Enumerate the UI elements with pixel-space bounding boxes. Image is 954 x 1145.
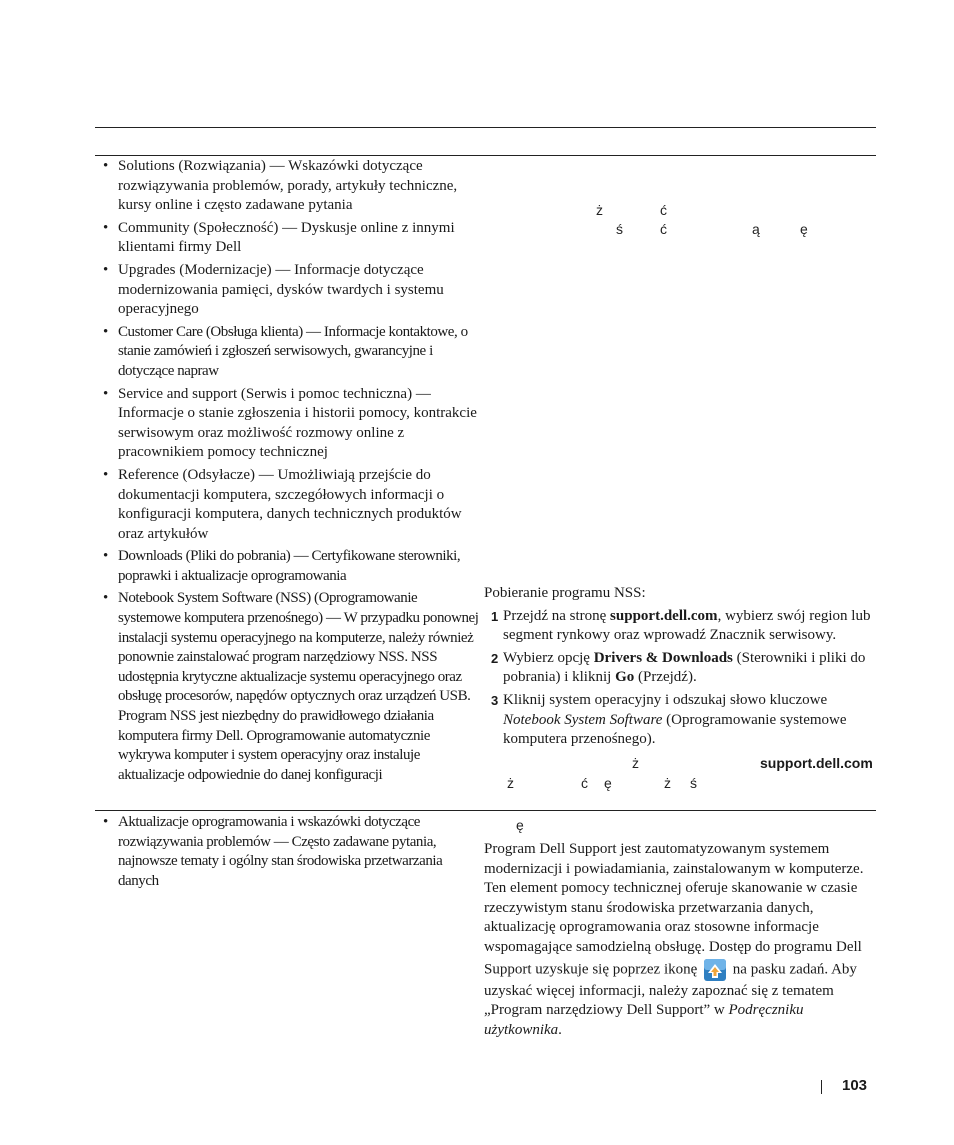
section2-bullet-list: [101, 813, 479, 891]
list-item: • Service and support (Serwis i pomoc techniczna) — Informacje o stanie zgłoszenia i historii pomocy, kontrakcie serwisowym oraz możliwość rozmowy online z pracownikiem pomocy technicznej: [101, 385, 479, 463]
nss-heading: Pobieranie programu NSS:: [484, 585, 646, 601]
glyph-fragment: ż: [664, 775, 671, 791]
glyph-fragment: ż: [507, 775, 514, 791]
nss-download-instructions: [484, 584, 874, 753]
list-item: • Notebook System Software (NSS) (Oprogramowanie systemowe komputera przenośnego) — W przypadku ponownej instalacji systemu operacyjnego na komputerze, należy również ponownie zainstalować program narzędziowy NSS. NSS udostępnia krytyczne aktualizacje systemu operacyjnego oraz obsługę procesorów, napędów optycznych oraz urządzeń USB. Program NSS jest niezbędny do prawidłowego działania komputera firmy Dell. Oprogramowanie automatycznie wykrywa komputer i system operacyjny oraz instaluje aktualizacje odpowiednie do danej konfiguracji: [101, 589, 479, 785]
header-rule: [95, 127, 876, 128]
step-number: 1: [491, 608, 499, 624]
dell-support-description: Program Dell Support jest zautomatyzowanym systemem modernizacji i powiadamiania, zainstalowanym w komputerze. Ten element pomocy technicznej oferuje skanowanie w czasie rzeczywistym stanu środowiska przetwarzania danych, aktualizację oprogramowania oraz stosowne informacje wspomagające samodzielną obsługę. Dostęp do programu Dell Support uzyskuje się poprzez ikonę na pasku zadań. Aby uzyskać więcej informacji, należy zapoznać się z tematem „Program narzędziowy Dell Support” w Podręczniku użytkownika.: [484, 841, 864, 1038]
glyph-fragment: ć: [581, 775, 588, 791]
section2-left-column: [101, 813, 479, 894]
glyph-fragment: ż: [596, 202, 603, 218]
glyph-fragment: ś: [616, 221, 623, 237]
glyph-fragment: ś: [690, 775, 697, 791]
dell-support-taskbar-icon: [703, 958, 727, 982]
glyph-fragment: ą: [752, 221, 760, 237]
table-top-rule: [95, 155, 876, 156]
list-item: • Aktualizacje oprogramowania i wskazówki dotyczące rozwiązywania problemów — Często zadawane pytania, najnowsze tematy i ogólny stan środowiska przetwarzania danych: [101, 813, 479, 891]
step-item: 3 Kliknij system operacyjny i odszukaj słowo kluczowe Notebook System Software (Oprogramowanie systemowe komputera przenośnego).: [491, 691, 847, 748]
page-number: 103: [842, 1077, 868, 1094]
step-number: 3: [491, 692, 499, 708]
note-support-url[interactable]: support.dell.com: [760, 755, 873, 771]
glyph-fragment: ż: [632, 755, 639, 771]
page-number-separator: [821, 1080, 822, 1094]
nss-steps: [484, 607, 874, 750]
list-item: • Reference (Odsyłacze) — Umożliwiają przejście do dokumentacji komputera, szczegółowych informacji o konfiguracji komputera, danych technicznych produktów oraz artykułów: [101, 466, 479, 544]
glyph-fragment: ć: [660, 221, 667, 237]
list-item: • Community (Społeczność) — Dyskusje online z innymi klientami firmy Dell: [101, 219, 479, 258]
step-item: 2 Wybierz opcję Drivers & Downloads (Sterowniki i pliki do pobrania) i kliknij Go (Przejdź).: [491, 649, 866, 686]
glyph-fragment: ć: [660, 202, 667, 218]
list-item: • Customer Care (Obsługa klienta) — Informacje kontaktowe, o stanie zamówień i zgłoszeń serwisowych, gwarancyjne i dotyczące napraw: [101, 323, 479, 382]
list-item: • Solutions (Rozwiązania) — Wskazówki dotyczące rozwiązywania problemów, porady, artykuły techniczne, kursy online i często zadawane pytania: [101, 157, 479, 216]
section1-left-column: [101, 157, 479, 788]
list-item: • Upgrades (Modernizacje) — Informacje dotyczące modernizowania pamięci, dysków twardych i systemu operacyjnego: [101, 261, 479, 320]
glyph-fragment: ę: [516, 817, 524, 833]
glyph-fragment: ę: [800, 221, 808, 237]
glyph-fragment: ę: [604, 775, 612, 791]
step-item: 1 Przejdź na stronę support.dell.com, wybierz swój region lub segment rynkowy oraz wprowadź Znacznik serwisowy.: [491, 607, 871, 644]
table-row-divider: [95, 810, 876, 811]
list-item: • Downloads (Pliki do pobrania) — Certyfikowane sterowniki, poprawki i aktualizacje oprogramowania: [101, 547, 479, 586]
section1-bullet-list: [101, 157, 479, 785]
step-number: 2: [491, 650, 499, 666]
support-link[interactable]: support.dell.com: [610, 607, 718, 624]
